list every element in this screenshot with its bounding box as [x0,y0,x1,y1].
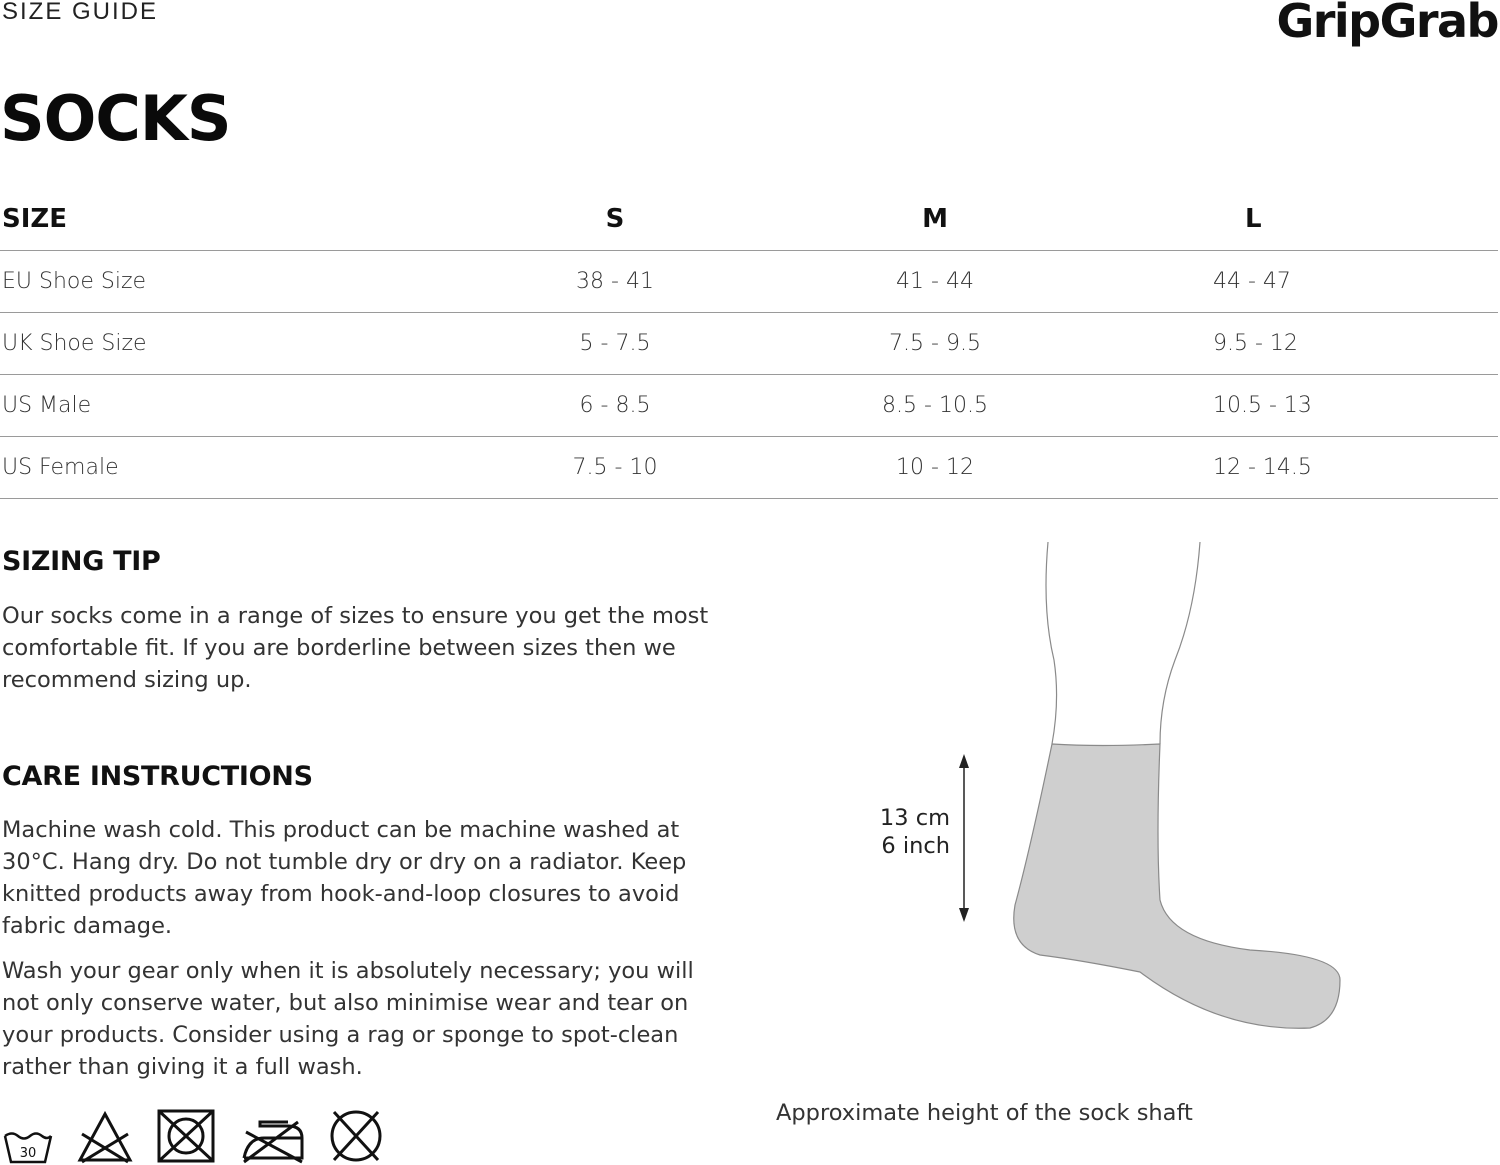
column-header-size: SIZE [0,188,455,251]
column-header-m: M [775,188,1095,251]
wash-30-icon [2,1130,54,1164]
sizing-tip-heading: SIZING TIP [2,546,161,577]
no-tumble-dry-icon [156,1108,216,1164]
column-header-l: L [1095,188,1498,251]
leg-outline-right [1160,542,1200,744]
no-dry-clean-icon [328,1108,384,1164]
cell-l: 10.5 - 13 [1095,375,1498,437]
column-header-s: S [455,188,775,251]
sock-illustration [990,540,1360,1040]
row-label: US Female [0,437,455,499]
size-table [0,188,1498,499]
shaft-measurement [820,804,950,860]
cell-m: 8.5 - 10.5 [775,375,1095,437]
care-paragraph-2: Wash your gear only when it is absolutely necessary; you will not only conserve water, but also minimise wear and tear on your products. Consider using a rag or sponge to spot-clean rather than giving it a full wash. [2,958,694,1080]
cell-l: 9.5 - 12 [1095,313,1498,375]
cell-s: 38 - 41 [455,251,775,313]
brand-logo: GripGrab [1276,0,1498,48]
wash-temperature: 30 [19,1146,37,1161]
no-iron-icon [238,1114,306,1164]
cell-l: 44 - 47 [1095,251,1498,313]
illustration-caption: Approximate height of the sock shaft [776,1100,1193,1126]
table-row [0,313,1498,375]
cell-s: 7.5 - 10 [455,437,775,499]
cell-s: 6 - 8.5 [455,375,775,437]
no-bleach-icon [76,1110,134,1164]
cell-m: 10 - 12 [775,437,1095,499]
table-row [0,437,1498,499]
row-label: US Male [0,375,455,437]
page-title: SOCKS [0,82,231,155]
sizing-tip-text: Our socks come in a range of sizes to ensure you get the most comfortable fit. If you are borderline between sizes then we recommend sizing up. [2,603,709,693]
leg-outline-left [1046,542,1057,744]
table-header-row [0,188,1498,251]
care-icons [2,1104,384,1164]
row-label: EU Shoe Size [0,251,455,313]
cell-m: 7.5 - 9.5 [775,313,1095,375]
table-row [0,375,1498,437]
size-guide-label: SIZE GUIDE [2,0,159,25]
care-paragraph-1: Machine wash cold. This product can be machine washed at 30°C. Hang dry. Do not tumble dry or dry on a radiator. Keep knitted products away from hook-and-loop closures to avoid fabric damage. [2,817,687,939]
height-arrow-icon [954,752,974,924]
measure-cm: 13 cm [879,805,950,831]
measure-inch: 6 inch [881,833,950,859]
sock-shape [1014,744,1340,1028]
care-instructions-heading: CARE INSTRUCTIONS [2,761,313,792]
table-row [0,251,1498,313]
row-label: UK Shoe Size [0,313,455,375]
cell-l: 12 - 14.5 [1095,437,1498,499]
cell-m: 41 - 44 [775,251,1095,313]
cell-s: 5 - 7.5 [455,313,775,375]
